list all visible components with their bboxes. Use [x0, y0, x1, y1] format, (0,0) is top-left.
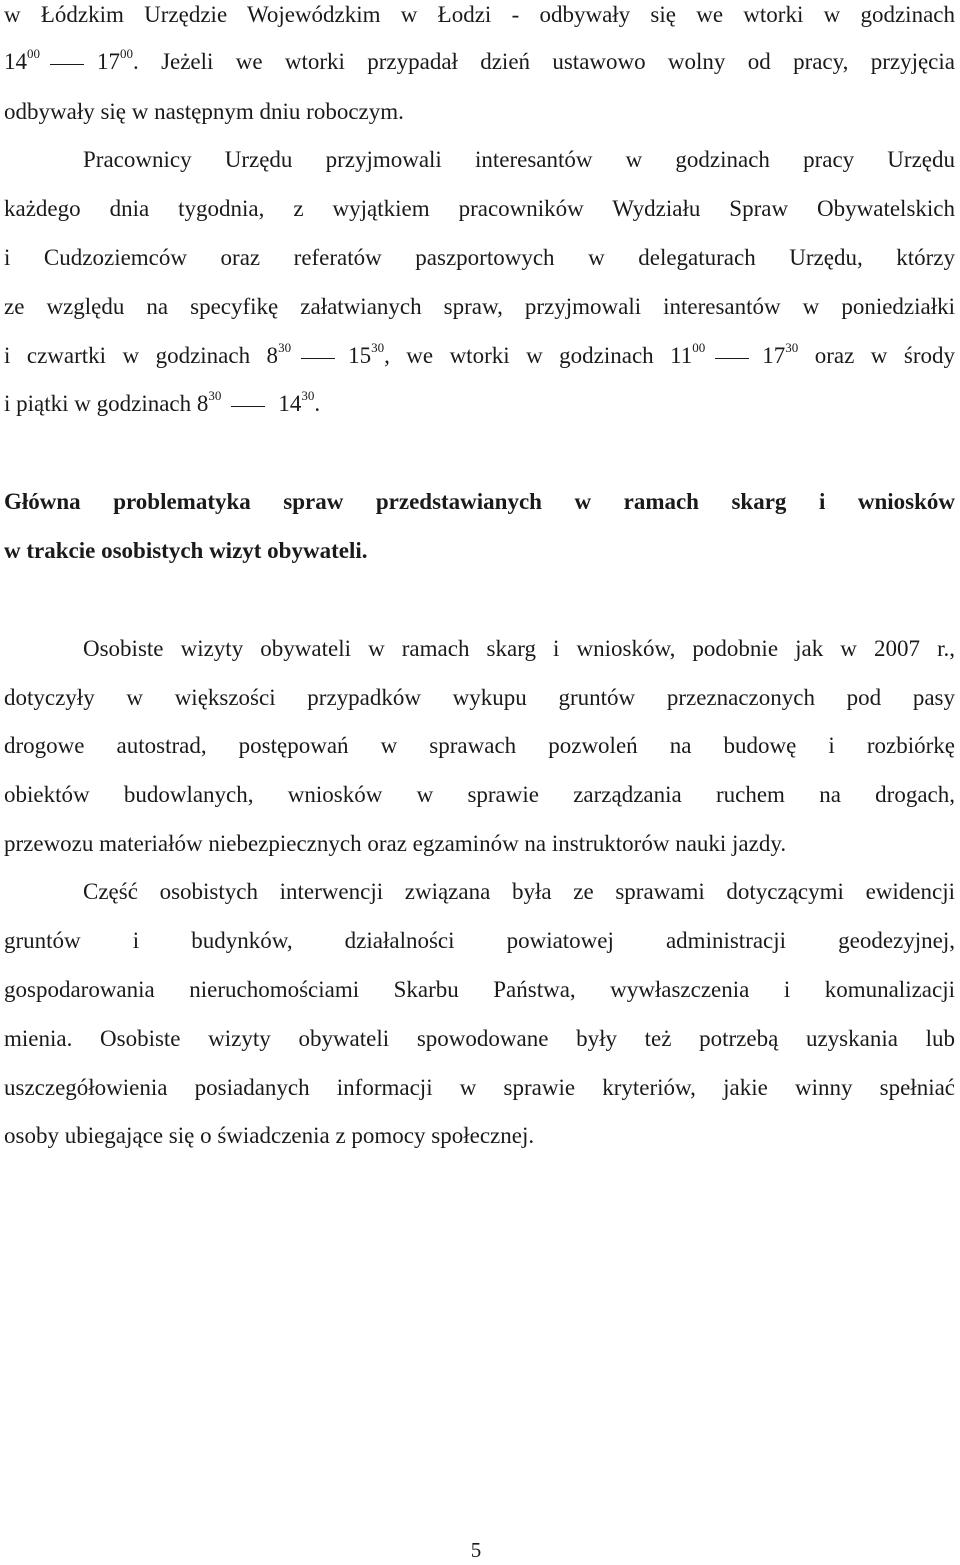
text-line: i piątki w godzinach $8^{30}$ $14^{30}$.	[4, 388, 321, 416]
text-line: i Cudzoziemców oraz referatów paszportowych w delegaturach Urzędu, którzy	[4, 245, 955, 270]
section-heading: w trakcie osobistych wizyt obywateli.	[4, 538, 368, 563]
text-line: Osobiste wizyty obywateli w ramach skarg i wniosków, podobnie jak w 2007 r.,	[83, 636, 955, 661]
text-line: w Łódzkim Urzędzie Wojewódzkim w Łodzi - odbywały się we wtorki w godzinach	[4, 2, 955, 27]
text-line: Część osobistych interwencji związana była ze sprawami dotyczącymi ewidencji	[83, 879, 955, 904]
text-line: dotyczyły w większości przypadków wykupu gruntów przeznaczonych pod pasy	[4, 685, 955, 710]
text-line: przewozu materiałów niebezpiecznych oraz egzaminów na instruktorów nauki jazdy.	[4, 831, 787, 856]
text-line: drogowe autostrad, postępowań w sprawach pozwoleń na budowę i rozbiórkę	[4, 733, 955, 758]
text-line: osoby ubiegające się o świadczenia z pomocy społecznej.	[4, 1123, 535, 1148]
text-line: i czwartki w godzinach $8^{30}$ $15^{30}$, we wtorki w godzinach $11^{00}$ $17^{30}$ oraz w środy	[4, 340, 955, 368]
time-range-dash	[301, 358, 335, 359]
text-line: mienia. Osobiste wizyty obywateli spowodowane były też potrzebą uzyskania lub	[4, 1026, 955, 1051]
text-line: Pracownicy Urzędu przyjmowali interesantów w godzinach pracy Urzędu	[83, 147, 955, 172]
time-range-dash	[231, 406, 265, 407]
time-range-dash	[50, 64, 84, 65]
text-line: obiektów budowlanych, wniosków w sprawie zarządzania ruchem na drogach,	[4, 782, 955, 807]
text-line: uszczegółowienia posiadanych informacji w sprawie kryteriów, jakie winny spełniać	[4, 1075, 955, 1100]
section-heading: Główna problematyka spraw przedstawianych w ramach skarg i wniosków	[4, 489, 955, 514]
page-number: 5	[470, 1538, 482, 1562]
text-line: $14^{00}$ $17^{00}$. Jeżeli we wtorki przypadał dzień ustawowo wolny od pracy, przyjęcia	[4, 46, 955, 74]
text-line: gruntów i budynków, działalności powiatowej administracji geodezyjnej,	[4, 928, 955, 953]
text-line: odbywały się w następnym dniu roboczym.	[4, 99, 404, 124]
text-line: gospodarowania nieruchomościami Skarbu Państwa, wywłaszczenia i komunalizacji	[4, 977, 955, 1002]
text-line: ze względu na specyfikę załatwianych spraw, przyjmowali interesantów w poniedziałki	[4, 294, 955, 319]
text-line: każdego dnia tygodnia, z wyjątkiem pracowników Wydziału Spraw Obywatelskich	[4, 196, 955, 221]
time-range-dash	[715, 358, 749, 359]
